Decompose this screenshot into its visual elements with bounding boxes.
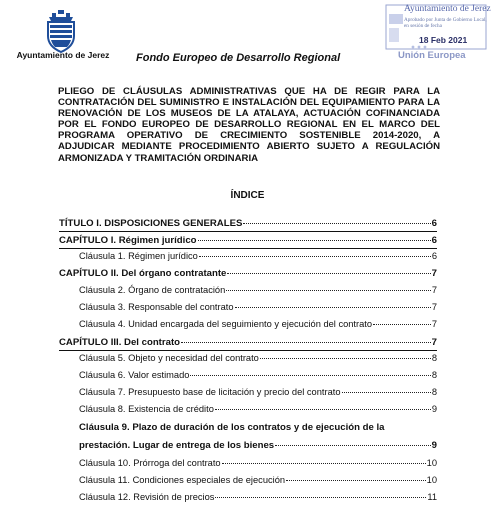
toc-entry[interactable] <box>79 251 437 261</box>
toc-entry[interactable] <box>79 458 437 468</box>
toc-leader <box>227 273 430 274</box>
toc-leader <box>260 358 431 359</box>
toc-leader <box>373 324 431 325</box>
toc-entry[interactable] <box>79 285 437 295</box>
toc-page-number: 6 <box>431 218 437 229</box>
index-heading: ÍNDICE <box>230 190 265 201</box>
toc-entry-label: Cláusula 11. Condiciones especiales de ejecución <box>79 475 286 485</box>
toc-entry-label: Cláusula 10. Prórroga del contrato <box>79 458 221 468</box>
coat-of-arms-logo <box>36 8 86 56</box>
toc-entry-label: Cláusula 7. Presupuesto base de licitación y precio del contrato <box>79 387 341 397</box>
org-name: Ayuntamiento de Jerez <box>16 50 110 60</box>
toc-underline <box>59 231 437 232</box>
stamp-title: Ayuntamiento de Jerez <box>404 4 491 14</box>
toc-entry-label-line1[interactable]: Cláusula 9. Plazo de duración de los contratos y de ejecución de la <box>79 422 385 433</box>
toc-page-number: 7 <box>431 319 437 329</box>
toc-leader <box>235 307 431 308</box>
toc-leader <box>275 445 431 446</box>
toc-page-number: 10 <box>426 458 437 468</box>
toc-page-number: 7 <box>431 337 437 348</box>
toc-entry-label: CAPÍTULO I. Régimen jurídico <box>59 235 197 246</box>
toc-entry[interactable] <box>79 319 437 329</box>
toc-page-number: 8 <box>431 370 437 380</box>
toc-entry-label: TÍTULO I. DISPOSICIONES GENERALES <box>59 218 243 229</box>
toc-entry-label: CAPÍTULO II. Del órgano contratante <box>59 268 227 279</box>
toc-page-number: 7 <box>431 268 437 279</box>
toc-page-number: 7 <box>431 302 437 312</box>
toc-entry-label: Cláusula 1. Régimen jurídico <box>79 251 198 261</box>
stamp-date: 18 Feb 2021 <box>419 35 468 45</box>
toc-page-number: 11 <box>427 492 437 502</box>
toc-page-number: 8 <box>431 387 437 397</box>
toc-leader <box>198 240 431 241</box>
toc-page-number: 8 <box>431 353 437 363</box>
toc-underline <box>59 248 437 249</box>
toc-leader <box>190 375 430 376</box>
toc-leader <box>215 497 426 498</box>
fund-title: Fondo Europeo de Desarrollo Regional <box>136 52 341 64</box>
toc-entry-label: Cláusula 4. Unidad encargada del seguimiento y ejecución del contrato <box>79 319 373 329</box>
toc-page-number: 6 <box>431 251 437 261</box>
toc-page-number: 6 <box>431 235 437 246</box>
toc-page-number: 9 <box>431 440 437 451</box>
toc-page-number: 10 <box>426 475 437 485</box>
toc-entry[interactable] <box>59 268 437 279</box>
toc-entry[interactable] <box>79 370 437 380</box>
toc-entry-label: Cláusula 2. Órgano de contratación <box>79 285 226 295</box>
toc-entry[interactable] <box>59 235 437 246</box>
toc-leader <box>342 392 431 393</box>
stamp-session-text: en sesión de fecha <box>404 23 442 29</box>
toc-leader <box>222 463 426 464</box>
toc-entry-label: Cláusula 3. Responsable del contrato <box>79 302 234 312</box>
toc-leader <box>243 223 430 224</box>
toc-entry-label: Cláusula 5. Objeto y necesidad del contrato <box>79 353 259 363</box>
toc-entry[interactable] <box>79 404 437 414</box>
toc-leader <box>286 480 426 481</box>
toc-leader <box>199 256 431 257</box>
toc-entry-label: Cláusula 6. Valor estimado <box>79 370 190 380</box>
toc-page-number: 9 <box>431 404 437 414</box>
toc-entry[interactable] <box>79 440 437 451</box>
eu-label: Unión Europea <box>398 50 466 61</box>
toc-page-number: 7 <box>431 285 437 295</box>
toc-underline <box>59 350 437 351</box>
toc-entry-label: prestación. Lugar de entrega de los bienes <box>79 440 275 451</box>
stamp-approval-text: Aprobado por Junta de Gobierno Local, <box>404 17 487 23</box>
toc-entry-label: Cláusula 8. Existencia de crédito <box>79 404 214 414</box>
toc-entry[interactable] <box>79 475 437 485</box>
toc-leader <box>181 342 431 343</box>
toc-leader <box>215 409 431 410</box>
toc-entry[interactable] <box>59 337 437 348</box>
document-title: PLIEGO DE CLÁUSULAS ADMINISTRATIVAS QUE HA DE REGIR PARA LA CONTRATACIÓN DEL SUMINISTRO E INSTALACIÓN DEL EQUIPAMIENTO PARA LA RENOVACIÓN DE LOS MUSEOS DE LA ATALAYA, ACTUACIÓN COFINANCIADA POR EL FONDO EUROPEO DE DESARROLLO REGIONAL EN EL MARCO DEL PROGRAMA OPERATIVO DE CRECIMIENTO SOSTENIBLE 2014-2020, A ADJUDICAR MEDIANTE PROCEDIMIENTO ABIERTO SUJETO A REGULACIÓN ARMONIZADA Y TRAMITACIÓN ORDINARIA <box>58 86 440 164</box>
toc-entry[interactable] <box>59 218 437 229</box>
toc-entry[interactable] <box>79 353 437 363</box>
toc-entry[interactable] <box>79 492 437 502</box>
toc-entry-label: Cláusula 12. Revisión de precios <box>79 492 215 502</box>
toc-entry[interactable] <box>79 387 437 397</box>
toc-entry[interactable] <box>79 302 437 312</box>
toc-entry-label: CAPÍTULO III. Del contrato <box>59 337 180 348</box>
toc-leader <box>226 290 431 291</box>
